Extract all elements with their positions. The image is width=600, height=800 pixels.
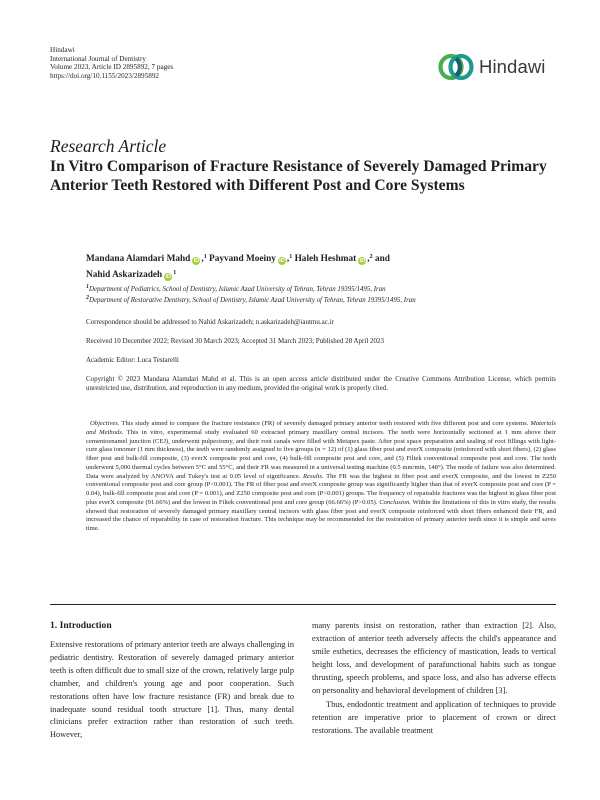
- affiliations: [86, 283, 556, 305]
- abstract-objectives-label: Objectives.: [90, 420, 120, 427]
- orcid-icon[interactable]: iD: [279, 258, 285, 264]
- correspondence: Correspondence should be addressed to Nahid Askarizadeh; n.askarizadeh@iautmu.ac.ir: [86, 318, 334, 326]
- author-name[interactable]: Mandana Alamdari Mahd: [86, 254, 191, 264]
- orcid-icon[interactable]: iD: [193, 258, 200, 264]
- section-divider: [50, 604, 556, 605]
- author-list: Mandana Alamdari Mahd iD ,$^1$ Payvand Moeiny iD ,$^1$ Haleh Heshmat iD ,$^2$ and Nahid Askarizadeh iD $^1$: [86, 254, 390, 280]
- journal-name: International Journal of Dentistry: [50, 54, 147, 63]
- author-name[interactable]: Payvand Moeiny: [209, 254, 276, 264]
- body-paragraph: Extensive restorations of primary anterior teeth are always challenging in pediatric dentistry. Restoration of severely damaged primary anterior teeth is often difficult due to small size of the crown, relatively large pulp chamber, and children's young age and poor cooperation. Such restorations often have low fracture resistance (FR) and break due to inadequate sound residual tooth structure [1]. Thus, many dental clinicians prefer extraction rather than restoration of such teeth. However,: [50, 640, 294, 740]
- doi-link[interactable]: https://doi.org/10.1155/2023/2895892: [50, 71, 160, 80]
- hindawi-logo-icon: [436, 47, 476, 87]
- orcid-icon[interactable]: iD: [165, 273, 171, 280]
- academic-editor: Academic Editor: Luca Testarelli: [86, 356, 179, 364]
- article-type: Research Article: [50, 136, 167, 156]
- dates-line: Received 10 December 2022; Revised 30 March 2023; Accepted 31 March 2023; Published 28 April 2023: [86, 337, 385, 345]
- body-column-left: [50, 620, 294, 742]
- abstract-results-label: Results.: [303, 472, 324, 480]
- copyright-notice: Copyright © 2023 Mandana Alamdari Mahd et al. This is an open access article distributed under the Creative Commons Attribution License, which permits unrestricted use, distribution, and reproduction in any medium, provided the original work is properly cited.: [86, 375, 556, 393]
- logo-text: Hindawi: [479, 56, 546, 77]
- author-name[interactable]: Nahid Askarizadeh: [86, 269, 163, 280]
- abstract-methods-label: Materials and Methods.: [86, 420, 556, 436]
- affiliation-1: 1Department of Pediatrics, School of Dentistry, Islamic Azad University of Tehran, Tehran 19395/1495, Iran: [86, 284, 386, 293]
- body-column-right: [312, 620, 556, 738]
- orcid-icon[interactable]: iD: [359, 258, 366, 264]
- article-title: In Vitro Comparison of Fracture Resistance of Severely Damaged Primary Anterior Teeth Restored with Different Post and Core Systems: [50, 158, 547, 195]
- journal-header: [50, 46, 173, 80]
- author-name[interactable]: Haleh Heshmat: [294, 254, 357, 264]
- abstract-conclusion-label: Conclusion.: [379, 498, 411, 506]
- abstract: Objectives. This study aimed to compare the fracture resistance (FR) of severely damaged primary anterior teeth restored with five different post and core systems. Materials and Methods. This in vitro, experimental study evaluated 60 extracted primary maxillary central incisors. The teeth were horizontally sectioned at 1 mm above their cementoenamel junction (CEJ), underwent pulpectomy, and their root canals were filled with Metapex paste. After post space preparation and sealing of root fillings with light-cure glass ionomer (1 mm thickness), the teeth were randomly assigned to five groups (n = 12) of (1) glass fiber post and everX composite (reinforced with short fibers), (2) glass fiber post and bulk-fill composite, (3) everX composite post and core, (4) bulk-fill composite post and core, and (5) Filtek conventional composite post and core. The teeth underwent 5,000 thermal cycles between 5°C and 55°C, and their FR was measured in a universal testing machine (0.5 mm/min, 148°). The mode of failure was also determined. Data were analyzed by ANOVA and Tukey's test at 0.05 level of significance. Results. The FR was the highest in fiber post and everX composite, and the lowest in Z250 conventional composite post and core group (P<0.001). The FR of fiber post and everX composite group was significantly higher than that of everX composite post and core (P = 0.04), bulk-fill composite post and core (P = 0.001), and Z250 composite post and core (P<0.001) groups. The frequency of repairable fractures was the highest in glass fiber post plus everX composite (91.66%) and the lowest in Filtek conventional post and core group (66.66%) (P>0.05). Conclusion. Within the limitations of this in vitro study, the results showed that restoration of severely damaged primary maxillary central incisors with glass fiber post and everX composite reinforced with short fibers enhanced their FR, and increased the chance of reparability in case of restoration fracture. This technique may be recommended for the restoration of primary anterior teeth since it is simple and saves time.: [86, 420, 557, 532]
- body-paragraph: Thus, endodontic treatment and application of techniques to provide retention are imperative prior to placement of crown or direct restorations. The available treatment: [312, 700, 556, 736]
- body-paragraph: many parents insist on restoration, rather than extraction [2]. Also, extraction of anterior teeth adversely affects the child's appearance and smile esthetics, decreases the efficiency of mastication, leads to vertical height loss, and development of parafunctional habits such as tongue thrusting, speech problems, and space loss, and also has adverse effects on personality and behavioral development of children [3].: [312, 621, 556, 695]
- affiliation-2: 2Department of Restorative Dentistry, School of Dentistry, Islamic Azad University of Tehran, Tehran 19395/1495, Iran: [86, 295, 416, 304]
- volume-line: Volume 2023, Article ID 2895892, 7 pages: [50, 63, 174, 72]
- section-heading-introduction: 1. Introduction: [50, 620, 112, 631]
- publisher-name: Hindawi: [50, 46, 75, 54]
- hindawi-logo[interactable]: [436, 46, 556, 88]
